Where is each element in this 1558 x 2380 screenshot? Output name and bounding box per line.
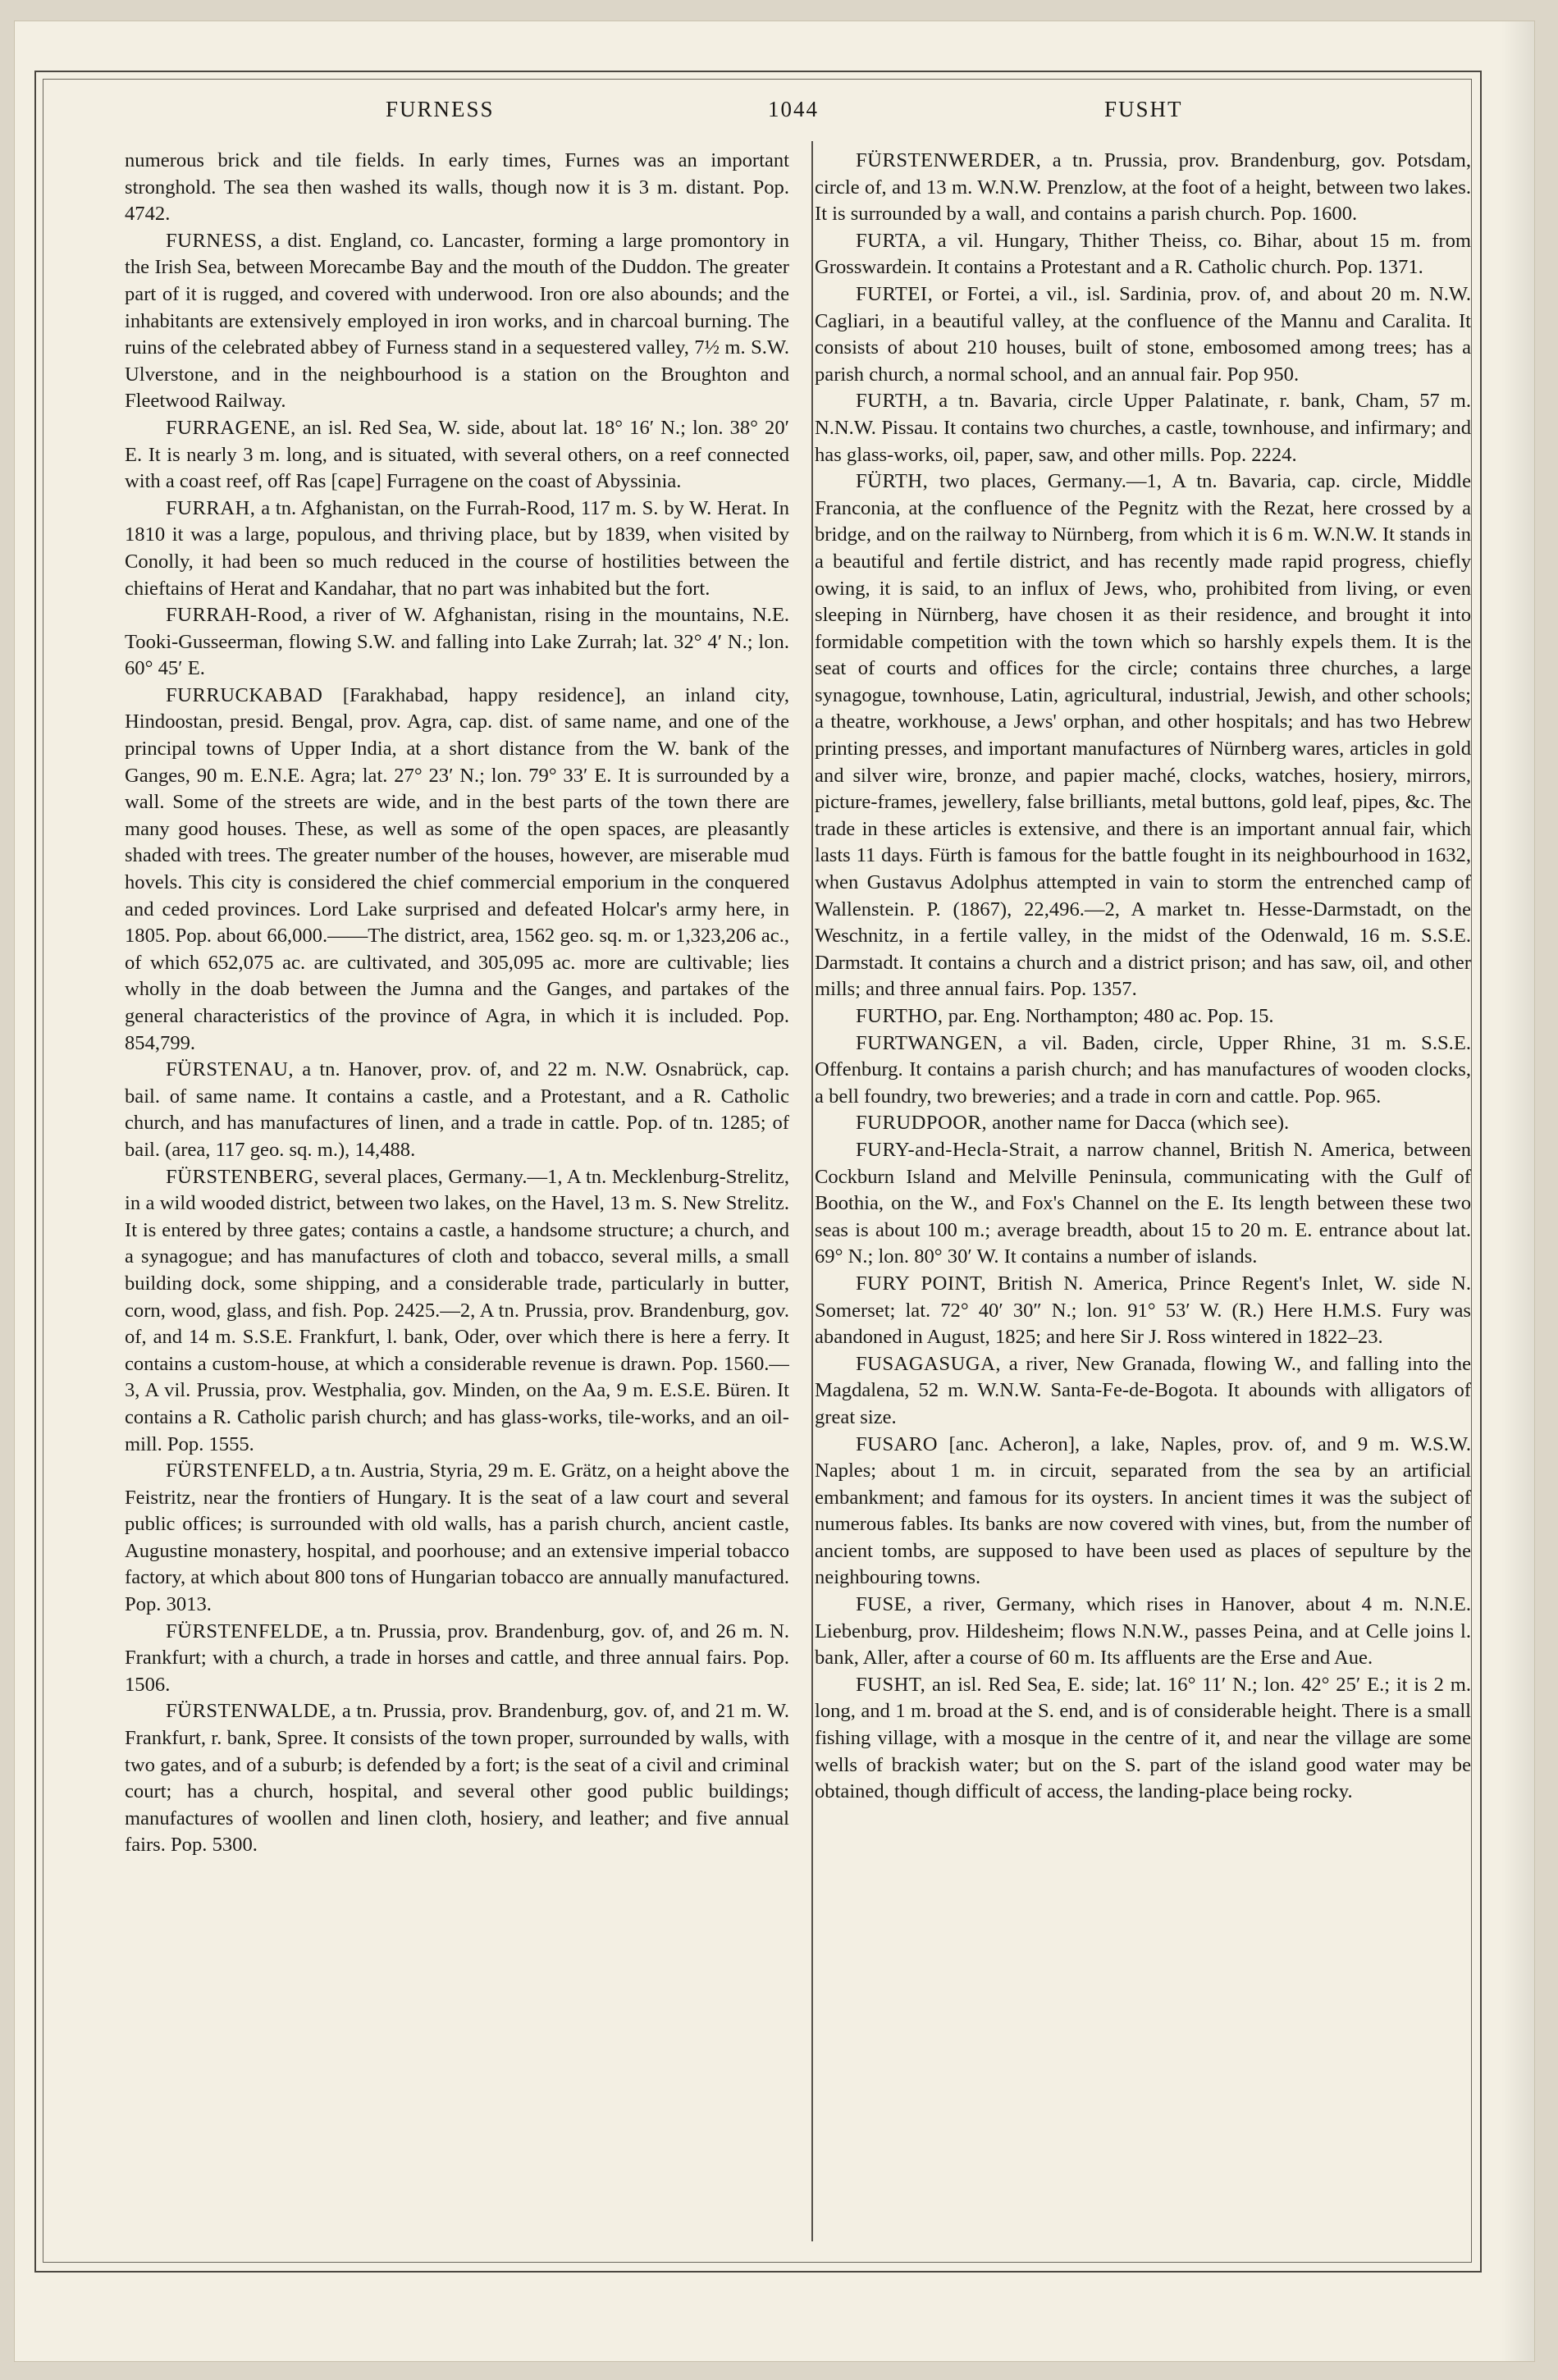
entry-headword: FUSARO bbox=[856, 1432, 939, 1455]
entry-text: a vil. Baden, circle, Upper Rhine, 31 m. S.S.E. Offenburg. It contains a parish church; and has manufactures of wooden clocks, a bell foundry, two breweries; and a trade in corn and cattle. Pop. 965. bbox=[815, 1031, 1471, 1108]
entry-headword: FUSHT, bbox=[856, 1673, 926, 1696]
entry-text: par. Eng. Northampton; 480 ac. Pop. 15. bbox=[943, 1005, 1274, 1027]
entry-text: or Fortei, a vil., isl. Sardinia, prov. of, and about 20 m. N.W. Cagliari, in a beautiful valley, at the confluence of the Mannu and Caralita. It consists of about 210 houses, built of stone, embosomed among trees; has a parish church, a normal school, and an annual fair. Pop 950. bbox=[815, 282, 1471, 386]
gazetteer-entry bbox=[125, 228, 789, 415]
entry-text: a tn. Afghanistan, on the Furrah-Rood, 117 m. S. by W. Herat. In 1810 it was a large, populous, and thriving place, but by 1839, when visited by Conolly, it had been so much reduced in the course of hostilities between the chieftains of Herat and Kandahar, that no part was inhabited but the fort. bbox=[125, 496, 789, 600]
entry-text: a tn. Hanover, prov. of, and 22 m. N.W. Osnabrück, cap. bail. of same name. It contains a castle, and a Protestant, and a R. Catholic church, and has manufactures of linen, and a trade in cattle. Pop. of tn. 1285; of bail. (area, 117 geo. sq. m.), 14,488. bbox=[125, 1058, 789, 1161]
gazetteer-entry bbox=[815, 1432, 1471, 1592]
entry-text: a river, New Granada, flowing W., and falling into the Magdalena, 52 m. W.N.W. Santa-Fe-de-Bogota. It abounds with alligators of great size. bbox=[815, 1352, 1471, 1428]
gazetteer-entry bbox=[125, 496, 789, 602]
entry-headword: FURRUCKABAD bbox=[166, 683, 323, 706]
entry-text: [anc. Acheron], a lake, Naples, prov. of, and 9 m. W.S.W. Naples; about 1 m. in circuit, separated from the sea by an artificial embankment; and famous for its oysters. In ancient times it was the subject of numerous fables. Its banks are now covered with vines, but, from the number of ancient tombs, are supposed to have been used as places of sepulture by the neighbouring towns. bbox=[815, 1432, 1471, 1589]
header-right-word: FUSHT bbox=[1104, 97, 1183, 121]
gazetteer-entry bbox=[815, 388, 1471, 468]
entry-headword: FURTWANGEN, bbox=[856, 1031, 1003, 1054]
gazetteer-entry bbox=[815, 1351, 1471, 1432]
gazetteer-entry bbox=[815, 281, 1471, 388]
gazetteer-entry bbox=[815, 468, 1471, 1003]
gazetteer-entry bbox=[125, 148, 789, 228]
gazetteer-entry bbox=[125, 683, 789, 1057]
entry-text: several places, Germany.—1, A tn. Mecklenburg-Strelitz, in a wild wooded district, between two lakes, on the Havel, 13 m. S. New Strelitz. It is entered by three gates; contains a castle, a handsome structure; a church, and a synagogue; and has manufactures of cloth and tobacco, several mills, a small building dock, some shipping, and a considerable trade, particularly in butter, corn, wood, glass, and fish. Pop. 2425.—2, A tn. Prussia, prov. Brandenburg, gov. of, and 14 m. S.S.E. Frankfurt, l. bank, Oder, over which there is here a ferry. It contains a custom-house, at which a considerable revenue is drawn. Pop. 1560.—3, A vil. Prussia, prov. Westphalia, gov. Minden, on the Aa, 9 m. E.S.E. Büren. It contains a R. Catholic parish church; and has glass-works, tile-works, and an oil-mill. Pop. 1555. bbox=[125, 1165, 789, 1455]
gazetteer-entry bbox=[815, 228, 1471, 281]
entry-text: numerous brick and tile fields. In early times, Furnes was an important stronghold. The sea then washed its walls, though now it is 3 m. distant. Pop. 4742. bbox=[125, 149, 789, 226]
gazetteer-entry bbox=[815, 1592, 1471, 1672]
entry-text: an isl. Red Sea, W. side, about lat. 18° 16′ N.; lon. 38° 20′ E. It is nearly 3 m. long, and is situated, with several others, on a reef connected with a coast reef, off Ras [cape] Furragene on the coast of Abyssinia. bbox=[125, 416, 789, 493]
right-column bbox=[815, 148, 1471, 2248]
entry-headword: FURTA, bbox=[856, 229, 927, 252]
left-column bbox=[125, 148, 789, 2248]
page-edge-shadow bbox=[1501, 21, 1534, 2361]
running-header bbox=[90, 97, 1485, 130]
entry-text: a tn. Prussia, prov. Brandenburg, gov. of, and 26 m. N. Frankfurt; with a church, a trade in horses and cattle, and three annual fairs. Pop. 1506. bbox=[125, 1619, 789, 1696]
entry-headword: FURNESS, bbox=[166, 229, 263, 252]
entry-headword: FUSAGASUGA, bbox=[856, 1352, 1002, 1375]
entry-headword: FÜRSTENFELDE, bbox=[166, 1619, 329, 1642]
gazetteer-entry bbox=[815, 1030, 1471, 1111]
entry-text: a river of W. Afghanistan, rising in the mountains, N.E. Tooki-Gusseerman, flowing S.W. and falling into Lake Zurrah; lat. 32° 4′ N.; lon. 60° 45′ E. bbox=[125, 604, 789, 680]
gazetteer-entry bbox=[125, 602, 789, 683]
entry-text: an isl. Red Sea, E. side; lat. 16° 11′ N.; lon. 42° 25′ E.; it is 2 m. long, and 1 m. broad at the S. end, and is of considerable height. There is a small fishing village, with a mosque in the centre of it, and near the village are some wells of brackish water; but on the S. part of the island good water may be obtained, though difficult of access, the landing-place being rocky. bbox=[815, 1673, 1471, 1803]
entry-text: a dist. England, co. Lancaster, forming a large promontory in the Irish Sea, between Morecambe Bay and the mouth of the Duddon. The greater part of it is rugged, and covered with underwood. Iron ore also abounds; and the inhabitants are extensively employed in iron works, and in charcoal burning. The ruins of the celebrated abbey of Furness stand in a sequestered valley, 7½ m. S.W. Ulverstone, and in the neighbourhood is a station on the Broughton and Fleetwood Railway. bbox=[125, 229, 789, 413]
entry-headword: FÜRSTENFELD, bbox=[166, 1460, 316, 1482]
entry-headword: FÜRTH, bbox=[856, 470, 929, 493]
gazetteer-entry bbox=[815, 148, 1471, 228]
entry-text: a tn. Prussia, prov. Brandenburg, gov. Potsdam, circle of, and 13 m. W.N.W. Prenzlow, at the foot of a height, between two lakes. It is surrounded by a wall, and contains a parish church. Pop. 1600. bbox=[815, 149, 1471, 226]
gazetteer-entry bbox=[815, 1137, 1471, 1271]
entry-headword: FÜRSTENBERG, bbox=[166, 1165, 320, 1188]
column-divider bbox=[811, 141, 813, 2241]
gazetteer-entry bbox=[815, 1003, 1471, 1030]
entry-headword: FURTEI, bbox=[856, 282, 934, 305]
gazetteer-entry bbox=[815, 1672, 1471, 1806]
gazetteer-entry bbox=[815, 1110, 1471, 1137]
entry-headword: FURY-and-Hecla-Strait, bbox=[856, 1138, 1061, 1161]
entry-headword: FURRAGENE, bbox=[166, 416, 296, 439]
gazetteer-entry bbox=[125, 1164, 789, 1459]
entry-headword: FURRAH, bbox=[166, 496, 256, 519]
entry-headword: FURUDPOOR, bbox=[856, 1112, 988, 1135]
gazetteer-entry bbox=[125, 415, 789, 496]
entry-text: two places, Germany.—1, A tn. Bavaria, cap. circle, Middle Franconia, at the confluence of the Pegnitz with the Rezat, here crossed by a bridge, and on the railway to Nürnberg, from which it is 6 m. W.N.W. It stands in a beautiful and fertile district, and has recently made rapid progress, chiefly owing, it is said, to an influx of Jews, who, prohibited from living, or even sleeping in Nürnberg, have chosen it as their residence, and brought it into formidable competition with the town which so harshly expels them. It is the seat of courts and offices for the circle; contains three churches, a large synagogue, townhouse, Latin, agricultural, industrial, Jewish, and other schools; a theatre, workhouse, a Jews' orphan, and other hospitals; and has two Hebrew printing presses, and important manufactures of Nürnberg wares, articles in gold and silver wire, bronze, and papier maché, clocks, watches, hosiery, mirrors, picture-frames, jewellery, false brilliants, metal buttons, gold leaf, pipes, &c. The trade in these articles is extensive, and there is an important annual fair, which lasts 11 days. Fürth is famous for the battle fought in its neighbourhood in 1632, when Gustavus Adolphus attempted in vain to storm the entrenched camp of Wallenstein. P. (1867), 22,496.—2, A market tn. Hesse-Darmstadt, on the Weschnitz, in a fertile valley, in the midst of the Odenwald, 16 m. S.S.E. Darmstadt. It contains a church and a district prison; and has saw, oil, and other mills; and three annual fairs. Pop. 1357. bbox=[815, 470, 1471, 1001]
entry-headword: FURTH, bbox=[856, 390, 929, 413]
entry-text: [Farakhabad, happy residence], an inland city, Hindoostan, presid. Bengal, prov. Agra, cap. dist. of same name, and one of the principal towns of Upper India, at a short distance from the W. bank of the Ganges, 90 m. E.N.E. Agra; lat. 27° 23′ N.; lon. 79° 33′ E. It is surrounded by a wall. Some of the streets are wide, and in the best parts of the town there are many good houses. These, as well as some of the open spaces, are pleasantly shaded with trees. The greater number of the houses, however, are miserable mud hovels. This city is considered the chief commercial emporium in the conquered and ceded provinces. Lord Lake surprised and defeated Holcar's army here, in 1805. Pop. about 66,000.——The district, area, 1562 geo. sq. m. or 1,323,206 ac., of which 652,075 ac. are cultivated, and 305,095 ac. more are cultivable; lies wholly in the doab between the Jumna and the Ganges, and partakes of the general characteristics of the province of Agra, in which it is included. Pop. 854,799. bbox=[125, 683, 789, 1054]
gazetteer-entry bbox=[815, 1271, 1471, 1351]
page-number: 1044 bbox=[768, 97, 819, 121]
entry-text: a tn. Bavaria, circle Upper Palatinate, r. bank, Cham, 57 m. N.N.W. Pissau. It contains two churches, a castle, townhouse, and infirmary; and has glass-works, oil, paper, saw, and other mills. Pop. 2224. bbox=[815, 390, 1471, 466]
entry-text: a tn. Prussia, prov. Brandenburg, gov. of, and 21 m. W. Frankfurt, r. bank, Spree. It consists of the town proper, surrounded by walls, with two gates, and of a suburb; is defended by a fort; is the seat of a civil and criminal court; has a church, hospital, and several other good public buildings; manufactures of woollen and linen cloth, hosiery, and leather; and five annual fairs. Pop. 5300. bbox=[125, 1700, 789, 1857]
entry-headword: FUSE, bbox=[856, 1593, 912, 1616]
entry-text: a vil. Hungary, Thither Theiss, co. Bihar, about 15 m. from Grosswardein. It contains a Protestant and a R. Catholic church. Pop. 1371. bbox=[815, 229, 1471, 279]
entry-text: a narrow channel, British N. America, between Cockburn Island and Melville Peninsula, communicating with the Gulf of Boothia, on the W., and Fox's Channel on the E. Its length between these two seas is about 100 m.; average breadth, about 15 to 20 m. E. entrance about lat. 69° N.; lon. 80° 30′ W. It contains a number of islands. bbox=[815, 1138, 1471, 1268]
entry-headword: FÜRSTENWERDER, bbox=[856, 149, 1042, 171]
entry-headword: FURTHO, bbox=[856, 1005, 943, 1027]
entry-text: a river, Germany, which rises in Hanover, about 4 m. N.N.E. Liebenburg, prov. Hildesheim; flows N.N.W., passes Peina, and at Celle joins l. bank, Aller, after a course of 60 m. Its affluents are the Erse and Aue. bbox=[815, 1593, 1471, 1670]
gazetteer-entry bbox=[125, 1057, 789, 1163]
gazetteer-entry bbox=[125, 1619, 789, 1699]
entry-headword: FÜRSTENWALDE, bbox=[166, 1700, 337, 1723]
gazetteer-entry bbox=[125, 1698, 789, 1859]
entry-text: another name for Dacca (which see). bbox=[987, 1112, 1290, 1135]
header-left-word: FURNESS bbox=[386, 97, 495, 121]
entry-headword: FURRAH-Rood, bbox=[166, 604, 308, 627]
entry-headword: FÜRSTENAU, bbox=[166, 1058, 294, 1081]
entry-headword: FURY POINT, bbox=[856, 1272, 987, 1295]
entry-text: a tn. Austria, Styria, 29 m. E. Grätz, on a height above the Feistritz, near the frontiers of Hungary. It is the seat of a law court and several public offices; is surrounded with old walls, has a parish church, ancient castle, Augustine monastery, hospital, and poorhouse; and an extensive imperial tobacco factory, at which about 800 tons of Hungarian tobacco are annually manufactured. Pop. 3013. bbox=[125, 1460, 789, 1616]
entry-text: British N. America, Prince Regent's Inlet, W. side N. Somerset; lat. 72° 40′ 30″ N.; lon. 91° 53′ W. (R.) Here H.M.S. Fury was abandoned in August, 1825; and here Sir J. Ross wintered in 1822–23. bbox=[815, 1272, 1471, 1349]
gazetteer-entry bbox=[125, 1458, 789, 1619]
